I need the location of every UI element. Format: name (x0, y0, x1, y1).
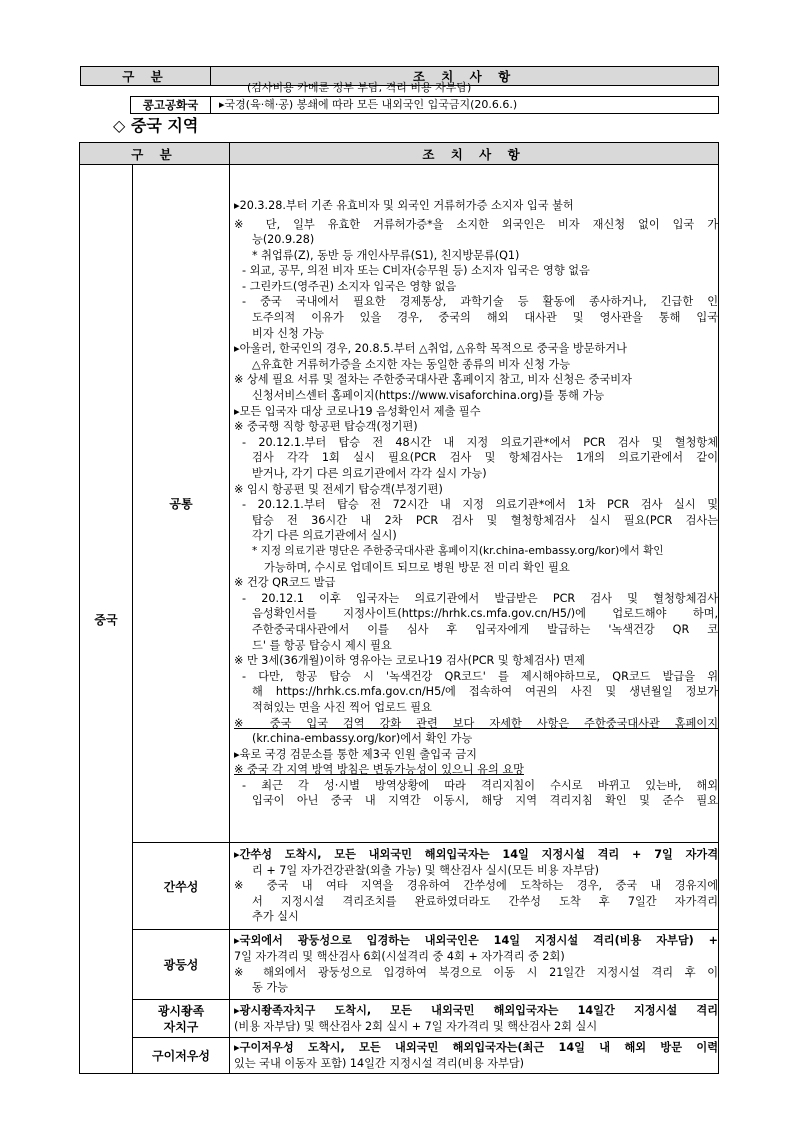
content-line: 서 지정시설 격리조치를 완료하였더라도 간쑤성 도착 후 7일간 자가격리 (252, 894, 719, 908)
row-category: 구이저우성 (133, 1038, 230, 1074)
content-line: - 20.12.1 이후 입국자는 의료기관에서 발급받은 PCR 검사 및 혈청항체검사 (242, 591, 719, 605)
content-line: ▸국외에서 광둥성으로 입경하는 내외국인은 14일 지정시설 격리(비용 자부담) + (234, 934, 719, 948)
row-category: 광시좡족 자치구 (133, 1000, 230, 1038)
content-line: 해 https://hrhk.cs.mfa.gov.cn/H5/에 접속하여 여권의 사진 및 생년월일 정보가 (252, 685, 719, 699)
top-row-category: 콩고공화국 (131, 97, 211, 114)
main-table (79, 142, 719, 1074)
row-category: 공통 (133, 165, 230, 843)
content-line: ※ 만 3세(36개월)이하 영유아는 코로나19 검사(PCR 및 항체검사) 면제 (234, 654, 585, 668)
main-table-header-category: 구 분 (80, 143, 230, 165)
top-table-header-measures: 조 치 사 항 (211, 67, 719, 86)
content-line: ▸아울러, 한국인의 경우, 20.8.5.부터 △취업, △유학 목적으로 중국을 방문하거나 (234, 342, 627, 356)
content-line: △유효한 거류허가증을 소지한 자는 동일한 종류의 비자 신청 가능 (252, 357, 571, 371)
content-line: - 20.12.1.부터 탑승 전 48시간 내 지정 의료기관*에서 PCR 검사 및 혈청항체 (242, 435, 719, 449)
content-line: 동 가능 (252, 981, 288, 995)
content-line: - 중국 국내에서 필요한 경제통상, 과학기술 등 활동에 종사하거나, 긴급한 인 (242, 295, 719, 309)
content-line: 도주의적 이유가 있을 경우, 중국의 해외 대사관 및 영사관을 통해 입국 (252, 311, 719, 325)
content-line: ▸육로 국경 검문소를 통한 제3국 인원 출입국 금지 (234, 747, 477, 761)
content-line: 음성확인서를 지정사이트(https://hrhk.cs.mfa.gov.cn/H5/)에 업로드해야 하며, (252, 607, 719, 621)
content-line: 7일 자가격리 및 핵산검사 6회(시설격리 중 4회 + 자가격리 중 2회) (234, 949, 565, 963)
content-line: - 그린카드(영주권) 소지자 입국은 영향 없음 (242, 279, 457, 293)
content-line: 신청서비스센터 홈페이지(https://www.visaforchina.org)를 통해 가능 (252, 389, 605, 403)
content-line: 비자 신청 가능 (252, 326, 324, 340)
content-line: ▸20.3.28.부터 기존 유효비자 및 외국인 거류허가증 소지자 입국 불허 (234, 198, 574, 212)
content-line: ※ 중국 각 지역 방역 방침은 변동가능성이 있으니 유의 요망 (234, 763, 524, 777)
content-line: * 취업류(Z), 동반 등 개인사무류(S1), 친지방문류(Q1) (252, 248, 520, 262)
content-line: ※ 중국 내 여타 지역을 경유하여 간쑤성에 도착하는 경우, 중국 내 경유지에 (234, 879, 719, 893)
top-table-header-category: 구 분 (81, 67, 211, 86)
content-line: 리 + 7일 자가건강관찰(외출 가능) 및 핵산검사 실시(모든 비용 자부담) (252, 863, 599, 877)
section-title: ◇ 중국 지역 (113, 116, 199, 135)
main-table-header-measures: 조 치 사 항 (230, 143, 719, 165)
content-line: ※ 중국 입국 검역 강화 관련 보다 자세한 사항은 주한중국대사관 홈페이지 (234, 716, 719, 730)
top-row-text: ▸국경(육·해·공) 봉쇄에 따라 모든 내외국인 입국금지(20.6.6.) (211, 97, 719, 114)
content-line: ※ 해외에서 광둥성으로 입경하여 북경으로 이동 시 21일간 지정시설 격리 후 이 (234, 965, 719, 979)
content-line: * 지정 의료기관 명단은 주한중국대사관 홈페이지(kr.china-embassy.org/kor)에서 확인 (252, 544, 664, 557)
content-line: ▸구이저우성 도착시, 모든 내외국민 해외입국자는(최근 14일 내 해외 방문 이력 (234, 1040, 719, 1054)
content-line: - 20.12.1.부터 탑승 전 72시간 내 지정 의료기관*에서 1차 PCR 검사 실시 및 (242, 498, 719, 512)
content-line: ※ 건강 QR코드 발급 (234, 576, 336, 590)
content-line: - 최근 각 성·시별 방역상황에 따라 격리지침이 수시로 바뀌고 있는바, 해외 (242, 778, 719, 792)
content-line: ※ 임시 항공편 및 전세기 탑승객(부정기편) (234, 482, 443, 496)
content-line: ▸모든 입국자 대상 코로나19 음성확인서 제출 필수 (234, 404, 481, 418)
row-content (230, 843, 719, 930)
top-table-row (130, 96, 719, 114)
content-line: 가능하며, 수시로 업데이트 되므로 병원 방문 전 미리 확인 필요 (264, 560, 570, 574)
content-line: ▸간쑤성 도착시, 모든 내외국민 해외입국자는 14일 지정시설 격리 + 7일 자가격 (234, 848, 719, 862)
row-category: 광둥성 (133, 930, 230, 1000)
content-line: 탑승 전 36시간 내 2차 PCR 검사 및 혈청항체검사 실시 필요(PCR 검사는 (252, 513, 719, 527)
content-line: 추가 실시 (252, 910, 299, 924)
content-line: - 외교, 공무, 의전 비자 또는 C비자(승무원 등) 소지자 입국은 영향 없음 (242, 264, 590, 278)
content-line: 받거나, 각기 다른 의료기관에서 각각 실시 가능) (252, 467, 487, 481)
row-content (230, 930, 719, 1000)
row-content (230, 165, 719, 843)
country-cell: 중국 (80, 165, 133, 1074)
content-line: 있는 국내 이동자 포함) 14일간 지정시설 격리(비용 자부담) (234, 1056, 524, 1070)
row-content (230, 1000, 719, 1038)
content-line: 검사 각각 1회 실시 필요(PCR 검사 및 항체검사는 1개의 의료기관에서 같이 (252, 451, 719, 465)
content-line: - 다만, 항공 탑승 시 '녹색건강 QR코드' 를 제시해야하므로, QR코드 발급을 위 (242, 669, 719, 683)
top-table-prev-row-text: (검사비용 카메룬 정부 부담, 격리 비용 자부담) (247, 81, 472, 94)
content-line: 입국이 아닌 중국 내 지역간 이동시, 해당 지역 격리지침 확인 및 준수 필요 (252, 794, 719, 808)
content-line: ▸광시좡족자치구 도착시, 모든 내외국민 해외입국자는 14일간 지정시설 격리 (234, 1003, 719, 1017)
content-line: 능(20.9.28) (252, 233, 315, 247)
content-line: 주한중국대사관에서 이를 심사 후 입국자에게 발급하는 '녹색건강 QR 코 (252, 622, 719, 636)
row-category: 간쑤성 (133, 843, 230, 930)
content-line: ※ 단, 일부 유효한 거류허가증*을 소지한 외국인은 비자 재신청 없이 입국 가 (234, 217, 719, 231)
content-line: (비용 자부담) 및 핵산검사 2회 실시 + 7일 자가격리 및 핵산검사 2회 실시 (234, 1019, 598, 1033)
content-line: ※ 상세 필요 서류 및 절차는 주한중국대사관 홈페이지 참고, 비자 신청은 중국비자 (234, 373, 632, 387)
row-content (230, 1038, 719, 1074)
content-line: 드' 를 항공 탑승시 제시 필요 (252, 638, 392, 652)
content-line: (kr.china-embassy.org/kor)에서 확인 가능 (252, 732, 473, 746)
content-line: ※ 중국행 직항 항공편 탑승객(정기편) (234, 420, 418, 434)
content-line: 적혀있는 면을 사진 찍어 업로드 필요 (252, 700, 432, 714)
content-line: 각기 다른 의료기관에서 실시) (252, 529, 397, 543)
